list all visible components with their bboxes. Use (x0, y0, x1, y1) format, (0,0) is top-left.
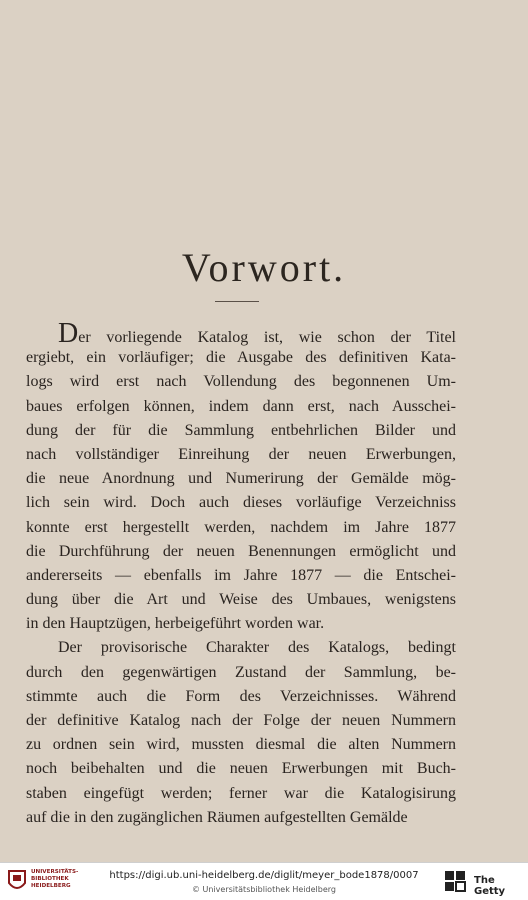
text-line: nach vollständiger Einreihung der neuen Erwerbungen, (26, 445, 456, 463)
text-line: durch den gegenwärtigen Zustand der Sammlung, be- (26, 663, 456, 681)
text-line: in den Hauptzügen, herbeigeführt worden war. (26, 615, 325, 633)
title-rule (215, 301, 259, 302)
body-text (26, 318, 456, 830)
text-line: die Durchführung der neuen Benennungen ermöglicht und (26, 542, 456, 560)
text-line: lich sein wird. Doch auch dieses vorläufige Verzeichniss (26, 494, 456, 512)
page-title: Vorwort. (181, 245, 347, 290)
text-line: logs wird erst nach Vollendung des begonnenen Um- (26, 373, 456, 391)
text-line: baues erfolgen können, indem dann erst, nach Ausschei- (26, 397, 456, 415)
text-line: stimmte auch die Form des Verzeichnisses. Während (26, 687, 456, 705)
viewer-footer (0, 862, 528, 900)
text-line: konnte erst hergestellt werden, nachdem im Jahre 1877 (26, 518, 456, 536)
getty-logo-icon (443, 869, 467, 893)
text-line: dung über die Art und Weise des Umbaues, wenigstens (26, 591, 456, 609)
text-line: noch beibehalten und die neuen Erwerbungen mit Buch- (26, 760, 456, 778)
text-line: die neue Anordnung und Numerirung der Gemälde mög- (26, 470, 456, 488)
text-line: Der provisorische Charakter des Katalogs, bedingt (58, 639, 456, 657)
library-name: UNIVERSITÄTS- BIBLIOTHEK HEIDELBERG (31, 869, 79, 889)
text-line: staben eingefügt werden; ferner war die Katalogisirung (26, 784, 456, 802)
text-line: ergiebt, ein vorläufiger; die Ausgabe des definitiven Kata- (26, 349, 456, 367)
drop-cap: D (58, 318, 79, 349)
copyright-notice: © Universitätsbibliothek Heidelberg (191, 885, 336, 894)
text-line: dung der für die Sammlung entbehrlichen Bilder und (26, 421, 456, 439)
partner-name: The Getty (474, 875, 506, 897)
text-line: andererseits — ebenfalls im Jahre 1877 — die Entschei- (26, 566, 456, 584)
text-line: der definitive Katalog nach der Folge der neuen Nummern (26, 712, 456, 729)
text-line: zu ordnen sein wird, mussten diesmal die alten Nummern (26, 736, 456, 754)
page-url-link[interactable]: https://digi.ub.uni-heidelberg.de/diglit/meyer_bode1878/0007 (109, 870, 419, 881)
text-line: Der vorliegende Katalog ist, wie schon der Titel (58, 318, 456, 349)
text-line: auf die in den zugänglichen Räumen aufgestellten Gemälde (26, 808, 408, 826)
